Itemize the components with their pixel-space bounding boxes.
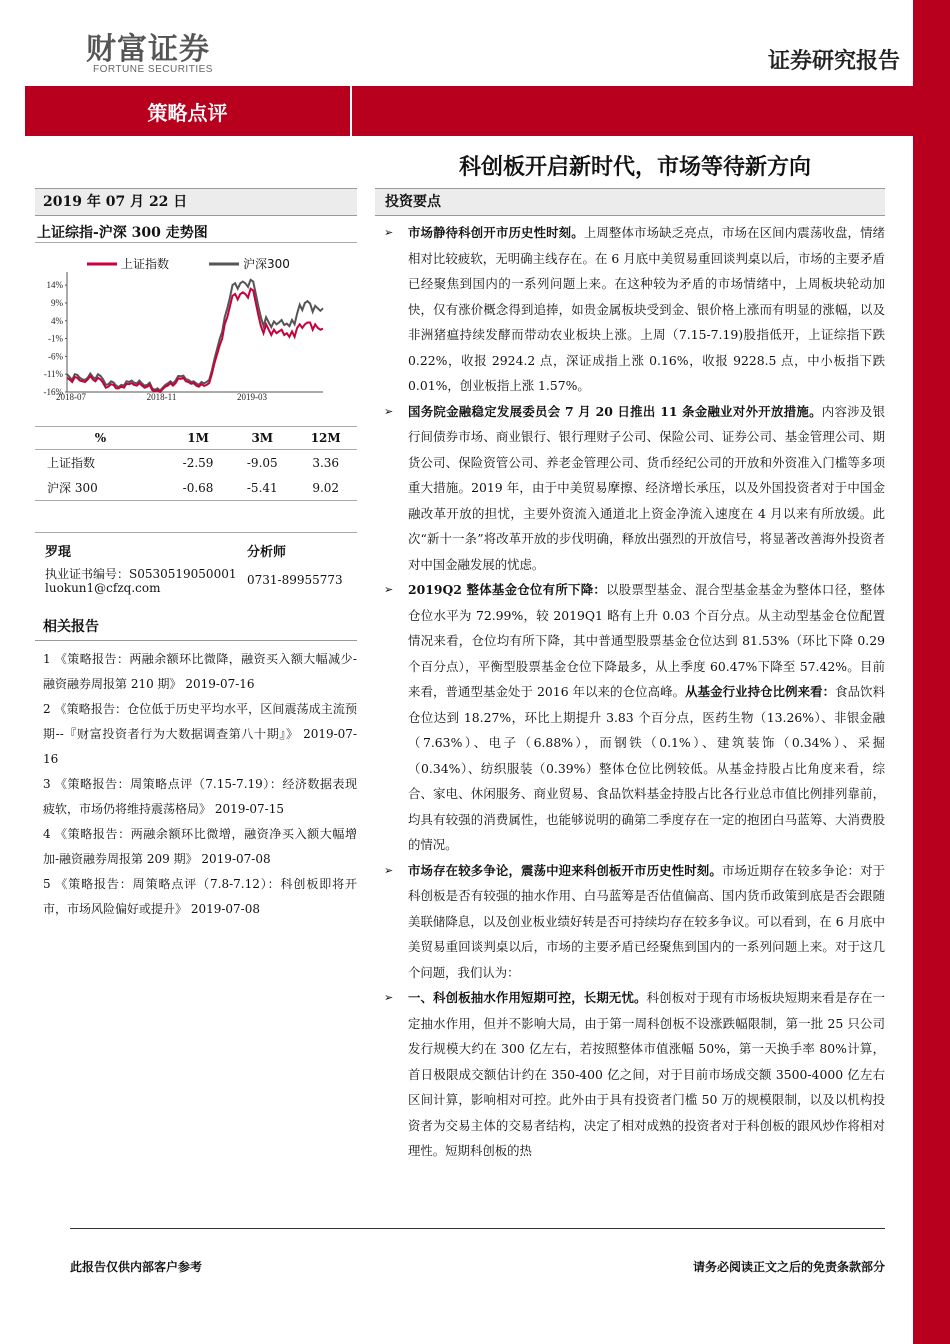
bullet-lead: 市场存在较多争论，震荡中迎来科创板开市历史性时刻。 (408, 862, 722, 878)
key-points-list (375, 220, 885, 1164)
perf-cell: -0.68 (166, 475, 230, 501)
list-item[interactable]: 1 《策略报告：两融余额环比微降，融资买入额大幅减少-融资融券周报第 210 期》 2019-07-16 (43, 652, 357, 691)
performance-header-row (35, 427, 357, 450)
y-tick-label: -6% (48, 351, 63, 362)
perf-cell: -2.59 (182, 455, 214, 470)
list-item[interactable]: 3 《策略报告：周策略点评（7.15-7.19）：经济数据表现疲软，市场仍将维持震荡格局》 2019-07-15 (43, 777, 357, 816)
analyst-phone: 0731-89955773 (247, 573, 343, 587)
section-label: 策略点评 (25, 86, 352, 136)
index-chart-svg (35, 252, 357, 402)
perf-cell: 9.02 (294, 475, 357, 501)
list-item[interactable]: 4 《策略报告：两融余额环比微增，融资净买入额大幅增加-融资融券周报第 209 期》 2019-07-08 (43, 827, 357, 866)
x-tick-label: 2018-07 (56, 392, 86, 402)
series-line (67, 289, 323, 392)
legend-label: 上证指数 (121, 257, 170, 271)
related-reports-title: 相关报告 (35, 616, 357, 641)
y-tick-label: -16% (43, 387, 63, 397)
index-chart (35, 252, 357, 402)
perf-header-3m: 3M (230, 427, 294, 450)
bullet-text: 科创板对于现有市场板块短期来看是存在一定抽水作用，但并不影响大局，由于第一周科创板不设涨跌幅限制，第一批 25 只公司发行规模大约在 300 亿左右，若按照整体市值涨幅 50%，第一天换手率 80%计算，首日极限成交额估计约在 350-400 亿之间，对于目前市场成交额 3500-4000 亿左右区间计算，影响相对可控。此外由于具有投资者门槛 50 万的规模限制，以及以机构投资者为交易主体的交易者结构，决定了相对成熟的投资者对于科创板的跟风炒作将相对理性。短期科创板的热 (408, 990, 886, 1158)
table-row (35, 475, 357, 501)
analyst-info (35, 532, 357, 595)
x-tick-label: 2018-11 (146, 392, 177, 402)
related-reports (35, 616, 357, 922)
sidebar (35, 188, 357, 916)
bullet-text: 上周整体市场缺乏亮点，市场在区间内震荡收盘，情绪相对比较疲软，无明确主线存在。在 6 月底中美贸易重回谈判桌以后，市场的主要矛盾已经聚焦到国内的一系列问题上来。在这种较为矛盾的市场情绪中，上周板块轮动加快，仅有涨价概念得到追捧，如贵金属板块受到金、银价格上涨而有明显的涨幅，以及非洲猪瘟持续发酵而带动农业板块上涨。上周（7.15-7.19)股指低开，上证综指下跌 0.22%，收报 2924.2 点，深证成指上涨 0.16%，收报 9228.5 点，中小板指下跌 0.01%，创业板指上涨 1.57%。 (408, 225, 886, 393)
perf-cell: 3.36 (312, 455, 340, 470)
list-item[interactable]: 2 《策略报告：仓位低于历史平均水平，区间震荡成主流预期--『财富投资者行为大数据调查第八十期』》 2019-07-16 (43, 702, 357, 766)
performance-table (35, 426, 357, 501)
arrow-bullet-icon: ➢ (384, 583, 394, 596)
perf-cell: 上证指数 (47, 456, 96, 470)
footer-right: 请务必阅读正文之后的免责条款部分 (692, 1260, 885, 1274)
perf-header-pct: % (35, 427, 166, 450)
list-item (375, 985, 885, 1164)
analyst-name: 罗琨 (45, 545, 72, 560)
chart-title: 上证综指-沪深 300 走势图 (35, 222, 357, 243)
report-title: 科创板开启新时代，市场等待新方向 (458, 154, 811, 180)
key-points-heading: 投资要点 (375, 188, 885, 216)
bullet-lead: 国务院金融稳定发展委员会 7 月 20 日推出 11 条金融业对外开放措施。 (408, 403, 822, 419)
bullet-text: 以股票型基金、混合型基金基金为整体口径，整体仓位水平为 72.99%，较 2019Q1 略有上升 0.03 个百分点。从主动型基金仓位配置情况来看，仓位均有所下降，其中普通型股票基金仓位达到 81.53%（环比下降 0.29 个百分点），平衡型股票基金仓位下降最多，从上季度 60.47%下降至 57.42%。目前来看，普通型基金处于 2016 年以来的仓位高峰。 (408, 582, 885, 699)
analyst-role: 分析师 (247, 545, 287, 560)
arrow-bullet-icon: ➢ (384, 404, 394, 418)
y-tick-label: 4% (51, 315, 63, 326)
list-item (375, 858, 885, 986)
footer-left: 此报告仅供内部客户参考 (70, 1260, 203, 1274)
perf-cell: -5.41 (230, 475, 294, 501)
list-item (375, 577, 885, 858)
x-tick-label: 2019-03 (237, 392, 268, 402)
footer-divider (70, 1228, 885, 1229)
company-logo-en: FORTUNE SECURITIES (93, 64, 213, 75)
legend-label: 沪深300 (243, 257, 290, 271)
arrow-bullet-icon: ➢ (384, 226, 394, 239)
bullet-lead: 一、科创板抽水作用短期可控，长期无忧。 (408, 990, 647, 1005)
bullet-text: 市场近期存在较多争论：对于科创板是否有较强的抽水作用、白马蓝筹是否估值偏高、国内货币政策到底是否会跟随美联储降息，以及创业板业绩好转是否可持续均存在较多争议。可以看到，在 6 月底中美贸易重回谈判桌以后，市场的主要矛盾已经聚焦到国内的一系列问题上来。对于这几个问题，我们认为： (408, 862, 886, 980)
perf-cell: -9.05 (246, 455, 278, 470)
bullet-text: 内容涉及银行间债券市场、商业银行、银行理财子公司、保险公司、证券公司、基金管理公司、期货公司、保险资管公司、养老金管理公司、货币经纪公司的开放和外资准入门槛等多项重大措施。2019 年，由于中美贸易摩擦、经济增长承压，以及外国投资者对于中国金融改革开放的担忧，主要外资流入通道北上资金净流入速度在 4 月以来有所放缓。此次“新十一条”将改革开放的步伐明确，释放出强烈的开放信号，将显著改善海外投资者对中国金融发展的忧虑。 (408, 403, 885, 572)
main-content (375, 188, 885, 1164)
bullet-lead: 市场静待科创开市历史性时刻。 (408, 225, 584, 240)
right-accent-bar (913, 0, 950, 1344)
list-item (375, 220, 885, 399)
perf-header-1m: 1M (166, 427, 230, 450)
analyst-cert: 执业证书编号：S0530519050001 (45, 567, 237, 581)
y-tick-label: -11% (43, 369, 63, 380)
analyst-email[interactable]: luokun1@cfzq.com (45, 581, 161, 595)
arrow-bullet-icon: ➢ (384, 863, 394, 877)
report-date: 2019 年 07 月 22 日 (35, 188, 357, 216)
list-item[interactable]: 5 《策略报告：周策略点评（7.8-7.12）：科创板即将开市，市场风险偏好或提升》 2019-07-08 (43, 877, 357, 916)
y-tick-label: 14% (46, 280, 63, 291)
bullet-lead-secondary: 从基金行业持仓比例来看： (685, 684, 836, 699)
table-row (35, 450, 357, 476)
list-item (375, 399, 885, 578)
arrow-bullet-icon: ➢ (384, 991, 394, 1004)
company-logo: 财富证券 (86, 32, 210, 67)
y-tick-label: -1% (48, 333, 63, 344)
bullet-text-secondary: 食品饮料仓位达到 18.27%，环比上期提升 3.83 个百分点，医药生物（13.26%）、非银金融（7.63%）、电子（6.88%），而钢铁（0.1%）、建筑装饰（0.34%）、采掘（0.34%）、纺织服装（0.39%）整体仓位比例较低。从基金持股占比角度来看，综合、家电、休闲服务、商业贸易、食品饮料基金持股占比各行业总市值比例排列靠前，均具有较强的消费属性，也能够说明的确第二季度存在一定的抱团白马蓝筹、大消费股的情况。 (408, 684, 886, 852)
perf-cell: 沪深 300 (35, 475, 166, 501)
bullet-lead: 2019Q2 整体基金仓位有所下降： (408, 582, 607, 597)
perf-header-12m: 12M (294, 427, 357, 450)
document-type: 证券研究报告 (767, 48, 900, 74)
y-tick-label: 9% (51, 297, 63, 308)
